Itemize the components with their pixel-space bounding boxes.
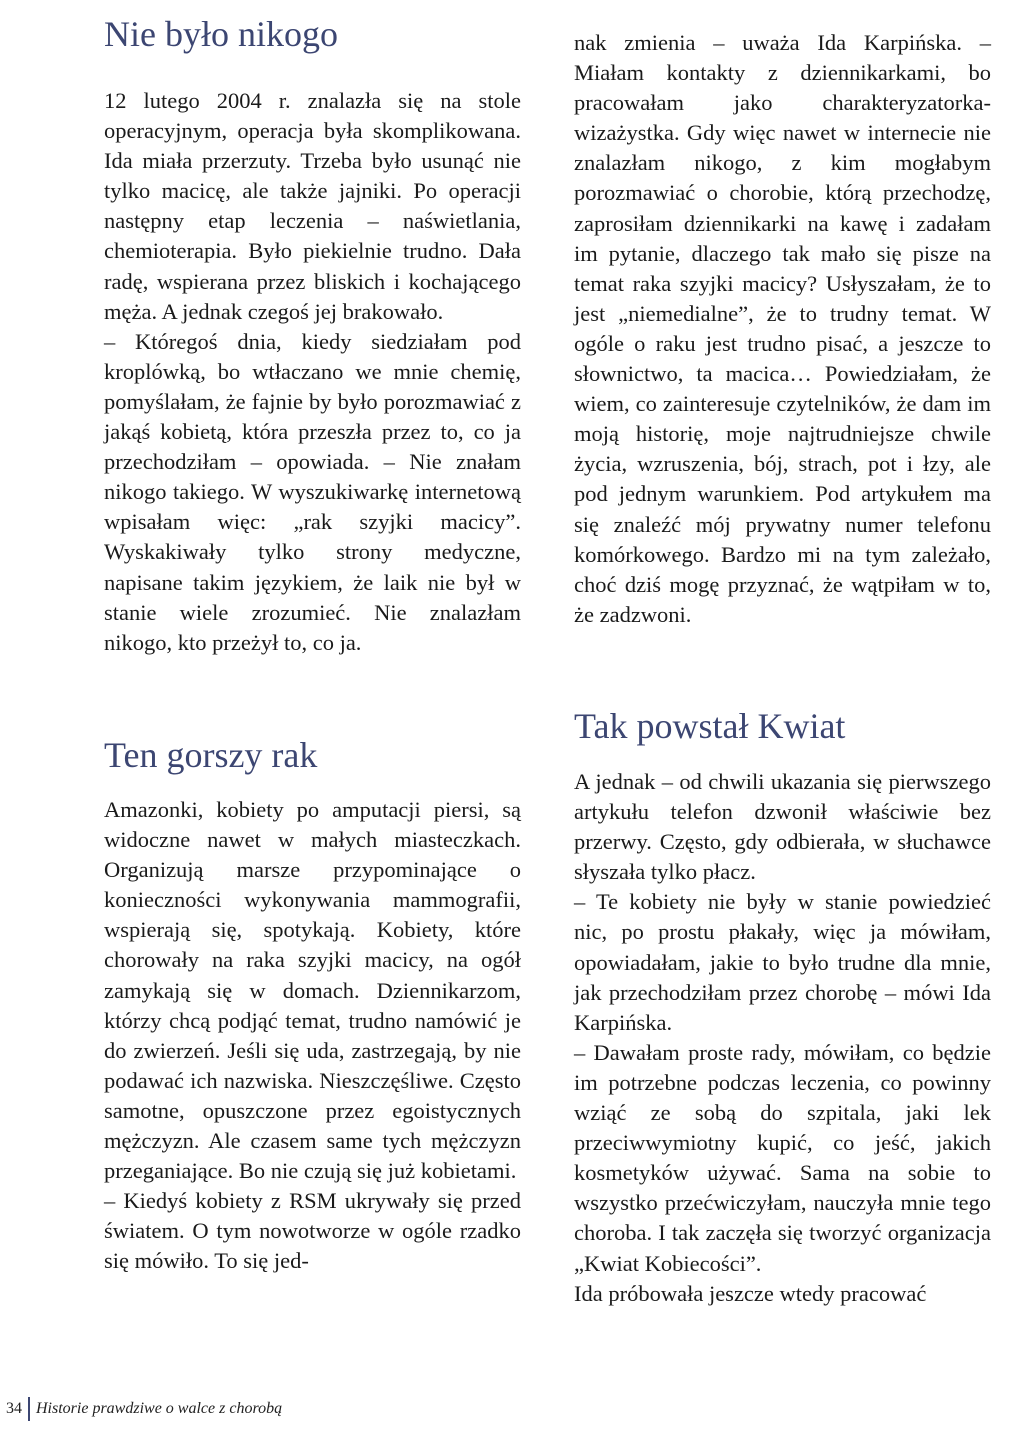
paragraph-line: Ida próbowała jeszcze wtedy pracować <box>574 1280 927 1306</box>
paragraph-line: – Te kobiety nie były w stanie powiedzieć nic, po prostu płakały, więc ja mówiłam, opowiadałam, jakie to było trudne dla mnie, jak przechodziłam przez chorobę – mówi Ida Karpińska. <box>574 889 991 1035</box>
page-number: 34 <box>6 1400 22 1417</box>
paragraph-line: 12 lutego 2004 r. znalazła się na stole operacyjnym, operacja była skomplikowana. Ida miała przerzuty. Trzeba było usunąć nie tylko macicę, ale także jajniki. Po operacji następny etap leczenia – naświetlania, chemioterapia. Było piekielnie trudno. Dała radę, wspierana przez bliskich i kochającego męża. A jednak czegoś jej brakowało. <box>104 88 521 324</box>
body-paragraph: nak zmienia – uważa Ida Karpińska. – Miałam kontakty z dziennikarkami, bo pracowałam jako charakteryzatorka-wizażystka. Gdy więc nawet w internecie nie znalazłam nikogo, z kim mogłabym porozmawiać o chorobie, którą przechodzę, zaprosiłam dziennikarki na kawę i zadałam im pytanie, dlaczego tak mało się pisze na temat raka szyjki macicy? Usłyszałam, że to jest „niemedialne”, że to trudny temat. W ogóle o raku jest trudno pisać, a jeszcze to słownictwo, ta macica… Powiedziałam, że wiem, co zainteresuje czytelników, że dam im moją historię, moje najtrudniejsze chwile życia, wzruszenia, bój, strach, pot i łzy, ale pod jednym warunkiem. Pod artykułem ma się znaleźć mój prywatny numer telefonu komórkowego. Bardzo mi na tym zależało, choć dziś mogę przyznać, że wątpiłam w to, że zadzwoni. <box>574 30 991 627</box>
page-footer <box>6 1395 282 1423</box>
body-paragraph <box>104 795 521 1277</box>
running-title: Historie prawdziwe o walce z chorobą <box>36 1400 283 1417</box>
paragraph-line: Amazonki, kobiety po amputacji piersi, są widoczne nawet w małych miasteczkach. Organizują marsze przypominające o konieczności wykonywania mammografii, wspierają się, spotykają. Kobiety, które chorowały na raka szyjki macicy, na ogół zamykają się w domach. Dziennikarzom, którzy chcą podjąć temat, trudno namówić je do zwierzeń. Jeśli się uda, zastrzegają, by nie podawać ich nazwiska. Nieszczęśliwe. Często samotne, opuszczone przez egoistycznych mężczyzn. Ale czasem same tych mężczyzn przeganiające. Bo nie czują się już kobietami. <box>104 797 521 1184</box>
paragraph-line: – Dawałam proste rady, mówiłam, co będzie im potrzebne podczas leczenia, co powinny wziąć ze sobą do szpitala, jaki lek przeciwwymiotny kupić, co jeść, jakich kosmetyków używać. Sama na sobie to wszystko przećwiczyłam, nauczyła mnie tego choroba. I tak zaczęła się tworzyć organizacja „Kwiat Kobiecości”. <box>574 1039 991 1276</box>
section-heading-nie-bylo-nikogo: Nie było nikogo <box>104 14 338 54</box>
section-heading-ten-gorszy-rak: Ten gorszy rak <box>104 735 318 775</box>
body-paragraph <box>574 767 991 1309</box>
body-paragraph <box>104 86 521 658</box>
footer-divider <box>28 1397 30 1421</box>
paragraph-line: A jednak – od chwili ukazania się pierwszego artykułu telefon dzwonił właściwie bez przerwy. Często, gdy odbierała, w słuchawce słyszała tylko płacz. <box>574 769 991 885</box>
paragraph-line: – Kiedyś kobiety z RSM ukrywały się przed światem. O tym nowotworze w ogóle rzadko się mówiło. To się jed- <box>104 1188 521 1274</box>
paragraph-line: – Któregoś dnia, kiedy siedziałam pod kroplówką, bo wtłaczano we mnie chemię, pomyślałam, że fajnie by było porozmawiać z jakąś kobietą, która przeszła przez to, co ja przechodziłam – opowiada. – Nie znałam nikogo takiego. W wyszukiwarkę internetową wpisałam więc: „rak szyjki macicy”. Wyskakiwały tylko strony medyczne, napisane takim językiem, że laik nie był w stanie wiele zrozumieć. Nie znalazłam nikogo, kto przeżył to, co ja. <box>104 328 521 655</box>
section-heading-tak-powstal-kwiat: Tak powstał Kwiat <box>574 706 846 746</box>
